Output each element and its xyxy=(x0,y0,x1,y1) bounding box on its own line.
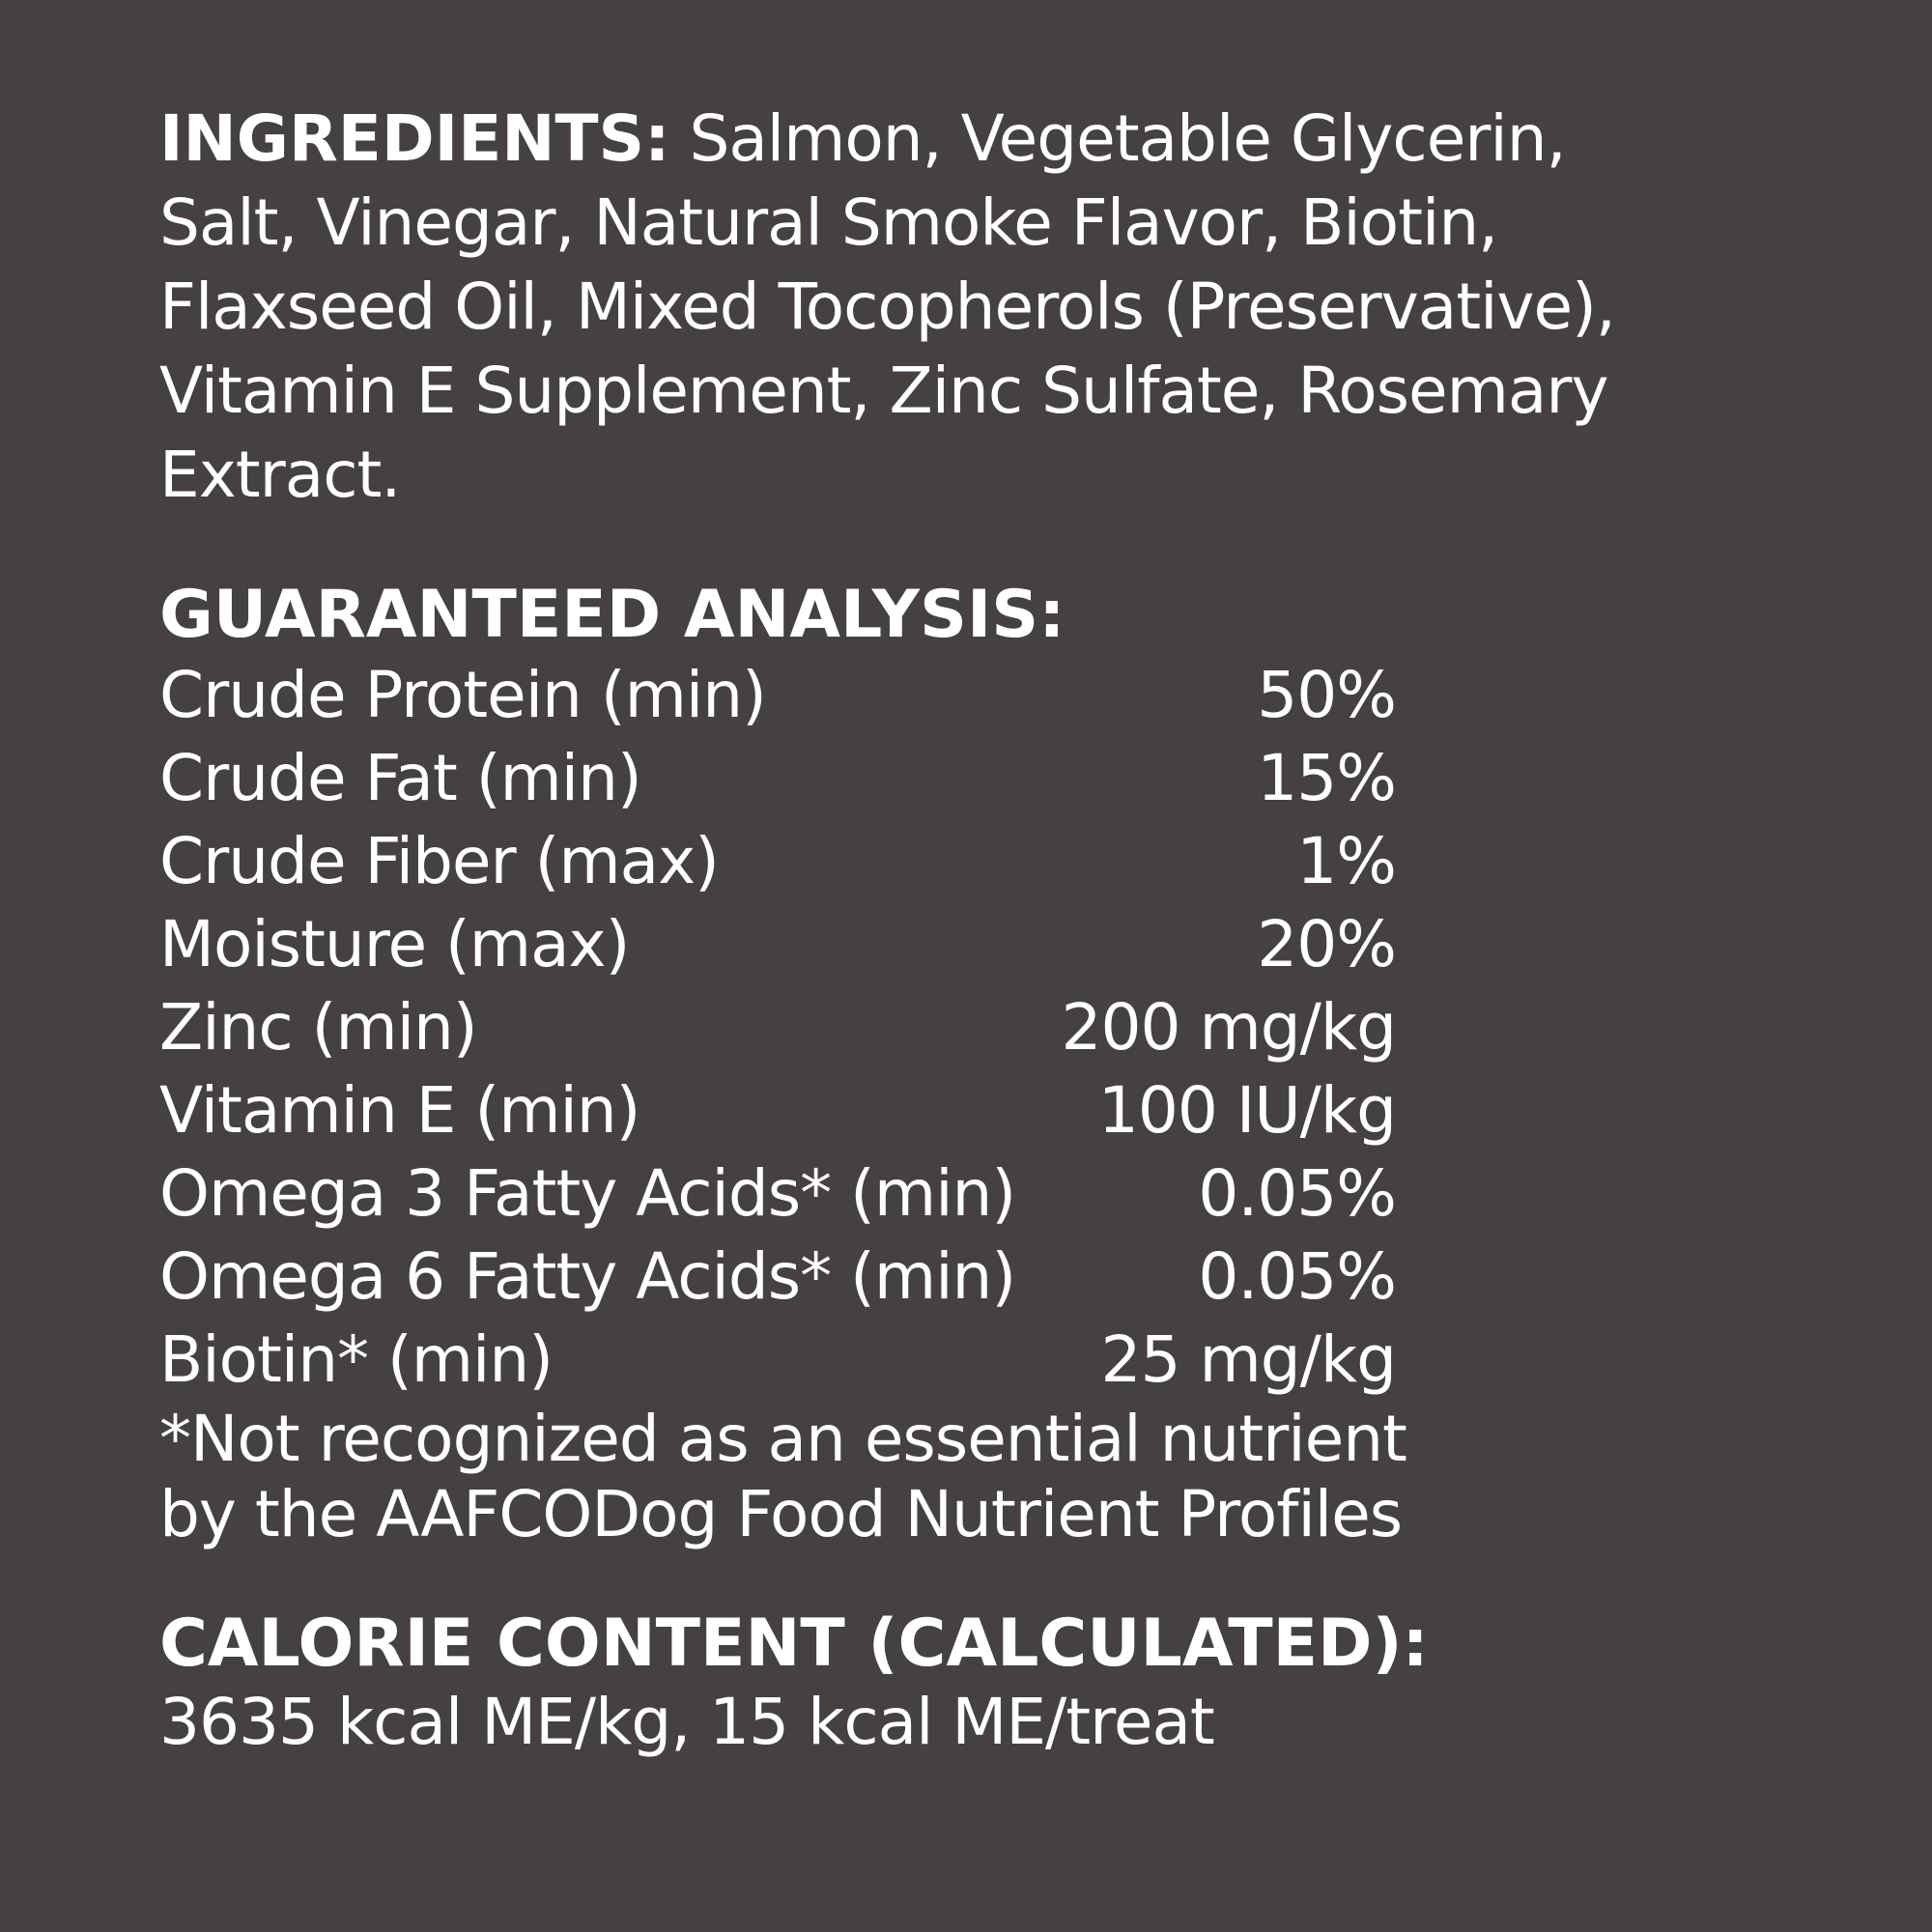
calorie-content-heading: CALORIE CONTENT (CALCULATED): xyxy=(159,1605,1429,1682)
analysis-label: Zinc (min) xyxy=(159,990,477,1065)
analysis-footnote: *Not recognized as an essential nutrient by the AAFCODog Food Nutrient Profiles xyxy=(159,1402,1406,1551)
analysis-value: 50% xyxy=(1257,658,1396,732)
analysis-row xyxy=(159,737,1396,820)
analysis-label: Crude Protein (min) xyxy=(159,658,766,732)
analysis-value: 20% xyxy=(1257,907,1396,981)
analysis-row xyxy=(159,1152,1396,1236)
analysis-row xyxy=(159,1236,1396,1319)
analysis-value: 1% xyxy=(1296,824,1396,898)
analysis-label: Crude Fat (min) xyxy=(159,741,641,815)
analysis-value: 0.05% xyxy=(1198,1239,1396,1314)
analysis-label: Omega 6 Fatty Acids* (min) xyxy=(159,1239,1016,1314)
analysis-label: Moisture (max) xyxy=(159,907,630,981)
ingredients-heading: INGREDIENTS: xyxy=(159,101,670,176)
analysis-row xyxy=(159,1319,1396,1402)
ingredients-section xyxy=(159,97,1705,517)
guaranteed-analysis-section xyxy=(159,577,1932,1552)
analysis-row xyxy=(159,986,1396,1069)
analysis-row xyxy=(159,1069,1396,1152)
analysis-label: Omega 3 Fatty Acids* (min) xyxy=(159,1156,1016,1231)
analysis-value: 25 mg/kg xyxy=(1100,1322,1396,1397)
calorie-content-section xyxy=(159,1605,1932,1762)
guaranteed-analysis-heading: GUARANTEED ANALYSIS: xyxy=(159,577,1065,653)
ingredients-text: Salmon, Vegetable Glycerin, Salt, Vinegar, Natural Smoke Flavor, Biotin, Flaxseed Oil, Mixed Tocopherols (Preservative), Vitamin E Supplement, Zinc Sulfate, Rosemary Extract. xyxy=(159,101,1615,512)
analysis-label: Biotin* (min) xyxy=(159,1322,553,1397)
calorie-content-value: 3635 kcal ME/kg, 15 kcal ME/treat xyxy=(159,1685,1214,1759)
analysis-value: 15% xyxy=(1257,741,1396,815)
analysis-label: Crude Fiber (max) xyxy=(159,824,719,898)
analysis-row xyxy=(159,654,1396,737)
analysis-value: 0.05% xyxy=(1198,1156,1396,1231)
analysis-row xyxy=(159,820,1396,903)
analysis-value: 100 IU/kg xyxy=(1097,1073,1396,1148)
analysis-label: Vitamin E (min) xyxy=(159,1073,640,1148)
analysis-value: 200 mg/kg xyxy=(1061,990,1396,1065)
analysis-table xyxy=(159,654,1396,1402)
analysis-row xyxy=(159,903,1396,986)
